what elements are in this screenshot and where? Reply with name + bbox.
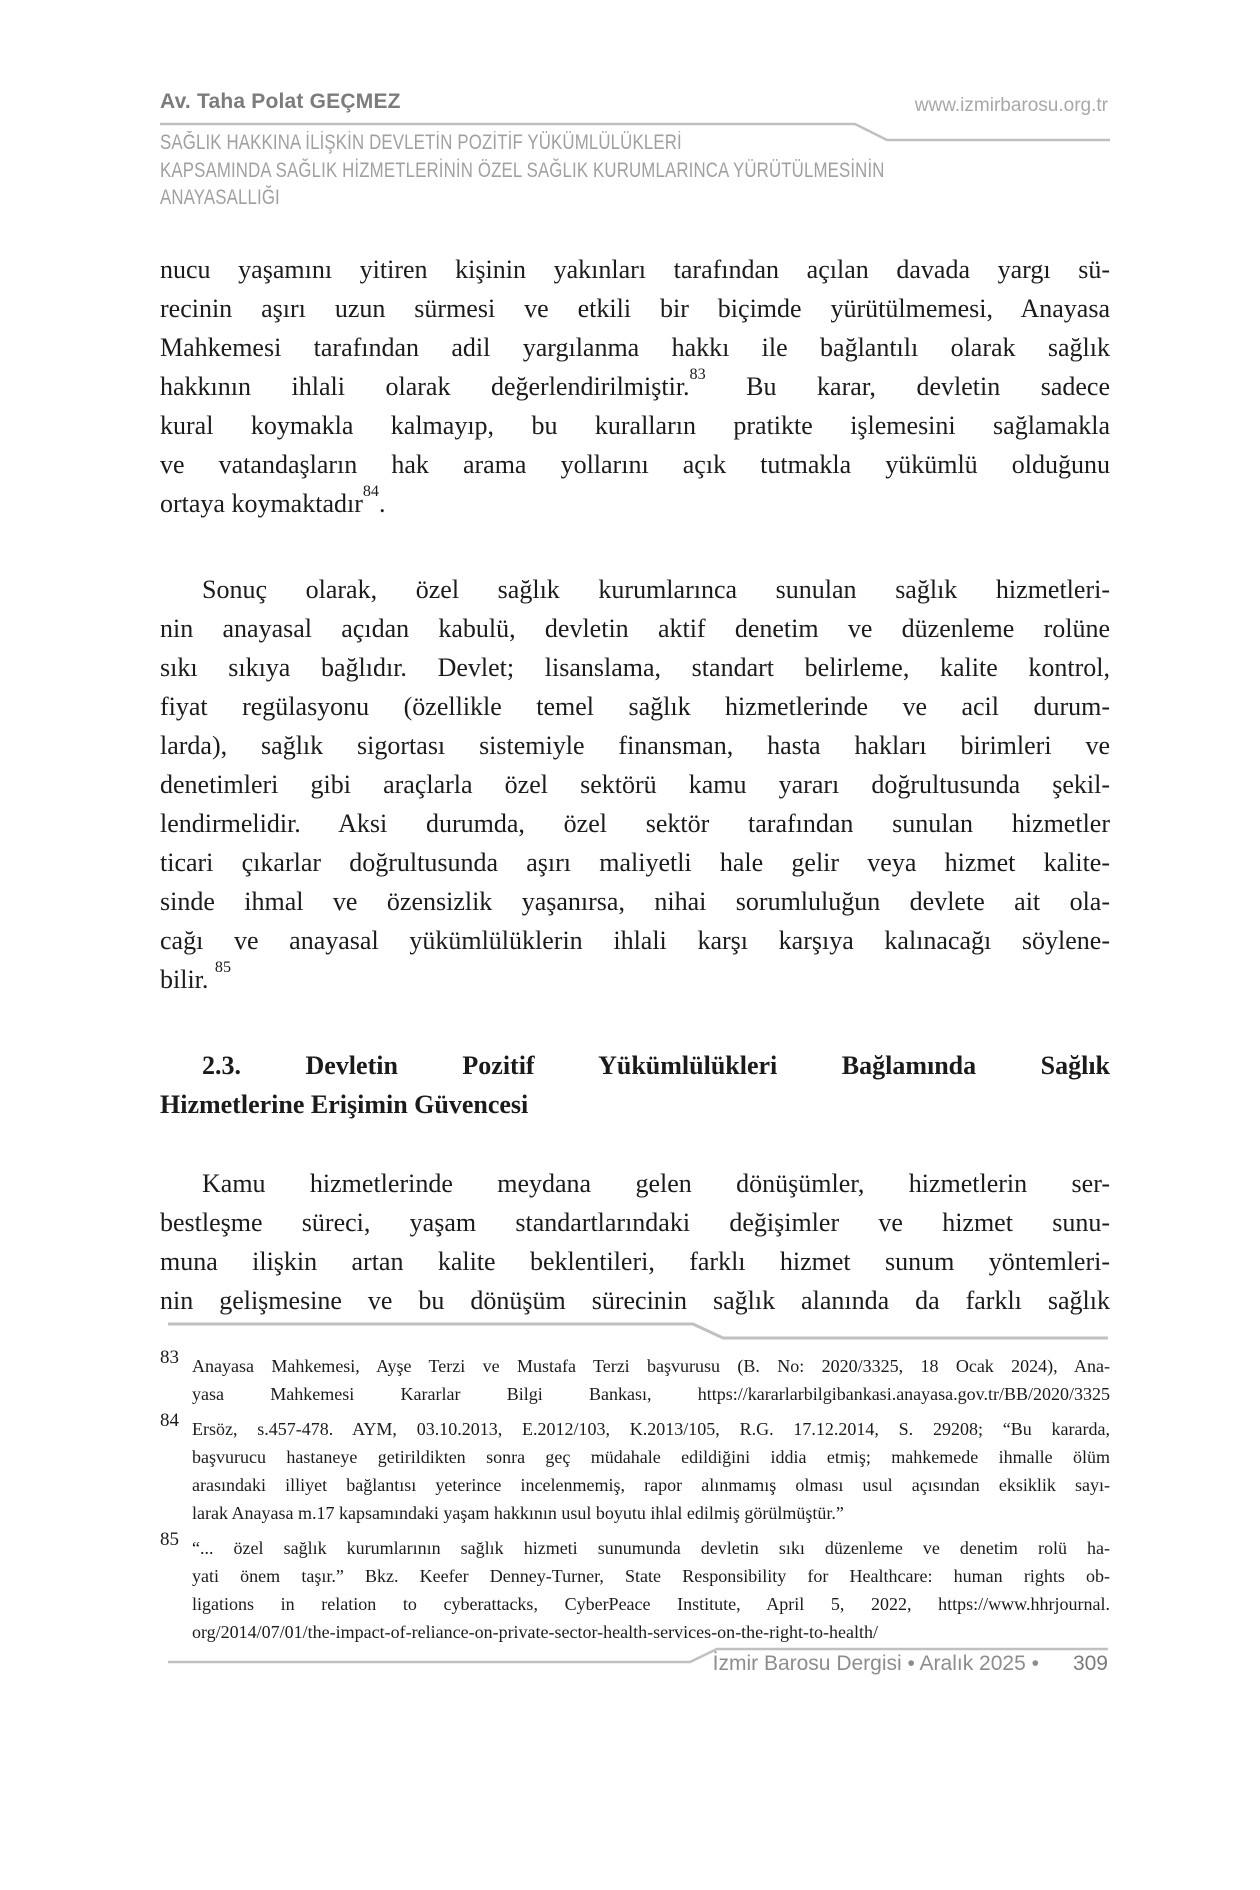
text-line: larda), sağlık sigortası sistemiyle finansman, hasta hakları birimleri ve bbox=[160, 731, 1110, 760]
title-line: SAĞLIK HAKKINA İLİŞKİN DEVLETİN POZİTİF YÜKÜMLÜLÜKLERİ bbox=[160, 131, 682, 154]
footnote-line: Ersöz, s.457-478. AYM, 03.10.2013, E.2012/103, K.2013/105, R.G. 17.12.2014, S. 29208; “Bu kararda, bbox=[192, 1419, 1110, 1439]
text-line: denetimleri gibi araçlarla özel sektörü kamu yararı doğrultusunda şekil- bbox=[160, 770, 1110, 799]
footnote-number: 85 bbox=[160, 1529, 179, 1550]
text-line: nin anayasal açıdan kabulü, devletin aktif denetim ve düzenleme rolüne bbox=[160, 614, 1110, 643]
text-line: cağı ve anayasal yükümlülüklerin ihlali karşı karşıya kalınacağı söylene- bbox=[160, 926, 1110, 955]
text-line: bilir. $^{85}$ bbox=[160, 958, 232, 994]
paragraph bbox=[160, 250, 1110, 523]
footnote-marker: 83 bbox=[689, 365, 706, 383]
text-line: Kamu hizmetlerinde meydana gelen dönüşümler, hizmetlerin ser- bbox=[202, 1169, 1110, 1198]
footnote-number: 83 bbox=[160, 1347, 179, 1368]
footnotes bbox=[160, 1347, 1110, 1653]
footnote-line: org/2014/07/01/the-impact-of-reliance-on-private-sector-health-services-on-the-right-to-health/ bbox=[192, 1622, 879, 1642]
text-line: ticari çıkarlar doğrultusunda aşırı maliyetli hale gelir veya hizmet kalite- bbox=[160, 848, 1110, 877]
page-footer bbox=[713, 1652, 1108, 1676]
text-line: ve vatandaşların hak arama yollarını açık tutmakla yükümlü olduğunu bbox=[160, 450, 1110, 479]
text-line: lendirmelidir. Aksi durumda, özel sektör tarafından sunulan hizmetler bbox=[160, 809, 1110, 838]
text-line: sinde ihmal ve özensizlik yaşanırsa, nihai sorumluluğun devlete ait ola- bbox=[160, 887, 1110, 916]
text-line: nin gelişmesine ve bu dönüşüm sürecinin sağlık alanında da farklı sağlık bbox=[160, 1286, 1110, 1315]
footnote-line: Anayasa Mahkemesi, Ayşe Terzi ve Mustafa Terzi başvurusu (B. No: 2020/3325, 18 Ocak 2024), Ana- bbox=[192, 1356, 1110, 1376]
text-line: kural koymakla kalmayıp, bu kuralların pratikte işlemesini sağlamakla bbox=[160, 411, 1110, 440]
footnote-line: ligations in relation to cyberattacks, CyberPeace Institute, April 5, 2022, https://www.hhrjournal. bbox=[192, 1594, 1110, 1614]
footnote-marker: 84 bbox=[362, 482, 379, 500]
footnote-marker: 85 bbox=[214, 958, 232, 976]
title-line: ANAYASALLIĞI bbox=[160, 186, 280, 209]
page-number: 309 bbox=[1072, 1652, 1108, 1675]
footnote-line: yasa Mahkemesi Kararlar Bilgi Bankası, https://kararlarbilgibankasi.anayasa.gov.tr/BB/2020/3325 bbox=[192, 1384, 1110, 1404]
footnote-number: 84 bbox=[160, 1410, 179, 1431]
text-line: ortaya koymaktadır$^{84}$. bbox=[160, 482, 386, 518]
text-line: hakkının ihlali olarak değerlendirilmiştir.$^{83}$ Bu karar, devletin sadece bbox=[160, 365, 1110, 401]
text-line: 2.3. Devletin Pozitif Yükümlülükleri Bağlamında Sağlık bbox=[202, 1051, 1110, 1080]
text-line: Mahkemesi tarafından adil yargılanma hakkı ile bağlantılı olarak sağlık bbox=[160, 333, 1110, 362]
footnote-line: başvurucu hastaneye getirildikten sonra geç müdahale edildiğini iddia etmiş; mahkemede ihmalle ölüm bbox=[192, 1447, 1110, 1467]
footnote-line: arasındaki illiyet bağlantısı yeterince incelenmemiş, rapor alınmamış olması usul açısından eksiklik sayı- bbox=[192, 1475, 1110, 1495]
article-title bbox=[160, 129, 885, 212]
text-line: Hizmetlerine Erişimin Güvencesi bbox=[160, 1090, 529, 1119]
footnote bbox=[160, 1347, 1110, 1408]
text-line: muna ilişkin artan kalite beklentileri, farklı hizmet sunum yöntemleri- bbox=[160, 1247, 1110, 1276]
text-line: bestleşme süreci, yaşam standartlarındaki değişimler ve hizmet sunu- bbox=[160, 1208, 1110, 1237]
text-line: fiyat regülasyonu (özellikle temel sağlık hizmetlerinde ve acil durum- bbox=[160, 692, 1110, 721]
text-line: nucu yaşamını yitiren kişinin yakınları tarafından açılan davada yargı sü- bbox=[160, 255, 1110, 284]
footnote-line: larak Anayasa m.17 kapsamındaki yaşam hakkının usul boyutu ihlal edilmiş görülmüştür.” bbox=[192, 1503, 844, 1523]
footnote-line: “... özel sağlık kurumlarının sağlık hizmeti sunumunda devletin sıkı düzenleme ve denetim rolü ha- bbox=[192, 1538, 1110, 1558]
journal-name-date: İzmir Barosu Dergisi • Aralık 2025 • bbox=[712, 1652, 1039, 1675]
footnote-separator-rule bbox=[160, 1320, 1110, 1342]
page-author: Av. Taha Polat GEÇMEZ bbox=[160, 90, 401, 113]
text-line: sıkı sıkıya bağlıdır. Devlet; lisanslama, standart belirleme, kalite kontrol, bbox=[160, 653, 1110, 682]
journal-website-url: www.izmirbarosu.org.tr bbox=[914, 95, 1108, 116]
text-line: Sonuç olarak, özel sağlık kurumlarınca sunulan sağlık hizmetleri- bbox=[202, 575, 1110, 604]
footnote bbox=[160, 1529, 1110, 1646]
paragraph bbox=[160, 1164, 1110, 1320]
title-line: KAPSAMINDA SAĞLIK HİZMETLERİNİN ÖZEL SAĞLIK KURUMLARINCA YÜRÜTÜLMESİNİN bbox=[160, 158, 885, 182]
paragraph bbox=[160, 570, 1110, 999]
footnote-line: yati önem taşır.” Bkz. Keefer Denney-Turner, State Responsibility for Healthcare: human rights ob- bbox=[192, 1566, 1110, 1586]
footnote bbox=[160, 1410, 1110, 1527]
section-heading bbox=[160, 1046, 1110, 1124]
text-line: recinin aşırı uzun sürmesi ve etkili bir biçimde yürütülmemesi, Anayasa bbox=[160, 294, 1110, 323]
